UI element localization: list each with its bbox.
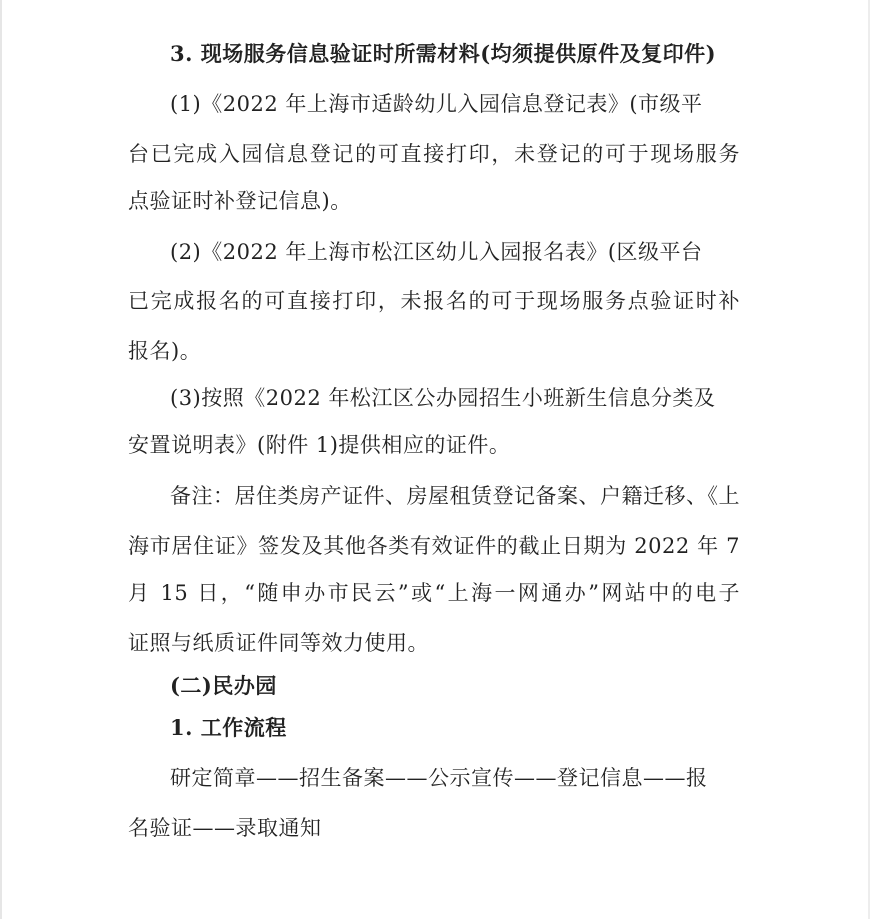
paragraph-line: (1)《2022 年上海市适龄幼儿入园信息登记表》(市级平 [170, 92, 703, 116]
paragraph-line: 证照与纸质证件同等效力使用。 [128, 631, 429, 655]
paragraph-line: 月 15 日，“随申办市民云”或“上海一网通办”网站中的电子 [128, 581, 740, 605]
paragraph-line: 名验证——录取通知 [128, 816, 322, 840]
paragraph-line: 海市居住证》签发及其他各类有效证件的截止日期为 2022 年 7 [128, 534, 740, 558]
paragraph-line: 点验证时补登记信息)。 [128, 189, 352, 213]
paragraph-line: 台已完成入园信息登记的可直接打印，未登记的可于现场服务 [128, 142, 740, 166]
paragraph-line: 报名)。 [128, 339, 202, 363]
paragraph-line: 研定简章——招生备案——公示宣传——登记信息——报 [170, 766, 708, 790]
page-left-edge [0, 0, 2, 919]
paragraph-line: (3)按照《2022 年松江区公办园招生小班新生信息分类及 [170, 386, 716, 410]
paragraph-line: 备注：居住类房产证件、房屋租赁登记备案、户籍迁移、《上 [170, 484, 740, 508]
paragraph-line: 已完成报名的可直接打印，未报名的可于现场服务点验证时补 [128, 289, 740, 313]
paragraph-line: 安置说明表》(附件 1)提供相应的证件。 [128, 433, 511, 457]
paragraph-line: (2)《2022 年上海市松江区幼儿入园报名表》(区级平台 [170, 240, 703, 264]
section-heading-materials: 3. 现场服务信息验证时所需材料(均须提供原件及复印件) [170, 41, 717, 66]
subheading-workflow: 1. 工作流程 [170, 715, 287, 740]
section-heading-private-kindergarten: (二)民办园 [170, 673, 277, 698]
